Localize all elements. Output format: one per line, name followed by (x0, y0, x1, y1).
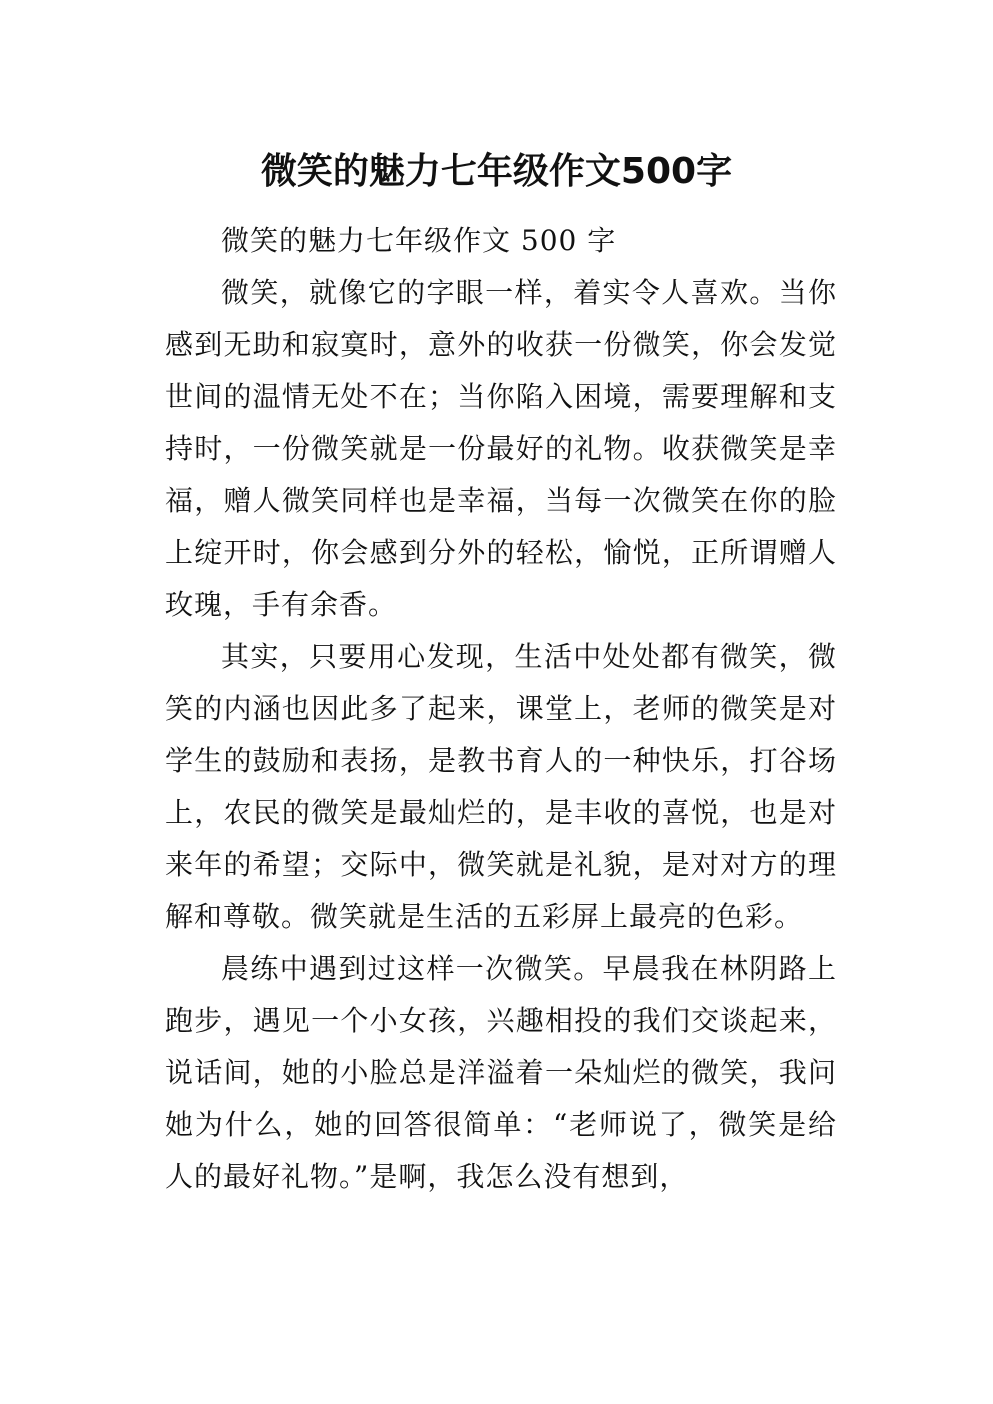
page-title: 微笑的魅力七年级作文500字 (260, 151, 733, 193)
document-body (165, 215, 837, 1203)
document-subtitle: 微笑的魅力七年级作文 500 字 (221, 224, 617, 257)
paragraph-1: 微笑，就像它的字眼一样，着实令人喜欢。当你感到无助和寂寞时，意外的收获一份微笑，你会发觉世间的温情无处不在；当你陷入困境，需要理解和支持时，一份微笑就是一份最好的礼物。收获微笑是幸福，赠人微笑同样也是幸福，当每一次微笑在你的脸上绽开时，你会感到分外的轻松，愉悦，正所谓赠人玫瑰，手有余香。 (165, 276, 837, 621)
paragraph-2: 其实，只要用心发现，生活中处处都有微笑，微笑的内涵也因此多了起来，课堂上，老师的微笑是对学生的鼓励和表扬，是教书育人的一种快乐，打谷场上，农民的微笑是最灿烂的，是丰收的喜悦，也是对来年的希望；交际中，微笑就是礼貌，是对对方的理解和尊敬。微笑就是生活的五彩屏上最亮的色彩。 (165, 640, 837, 933)
paragraph-3: 晨练中遇到过这样一次微笑。早晨我在林阴路上跑步，遇见一个小女孩，兴趣相投的我们交谈起来，说话间，她的小脸总是洋溢着一朵灿烂的微笑，我问她为什么，她的回答很简单：“老师说了，微笑是给人的最好礼物。”是啊，我怎么没有想到， (165, 952, 837, 1193)
